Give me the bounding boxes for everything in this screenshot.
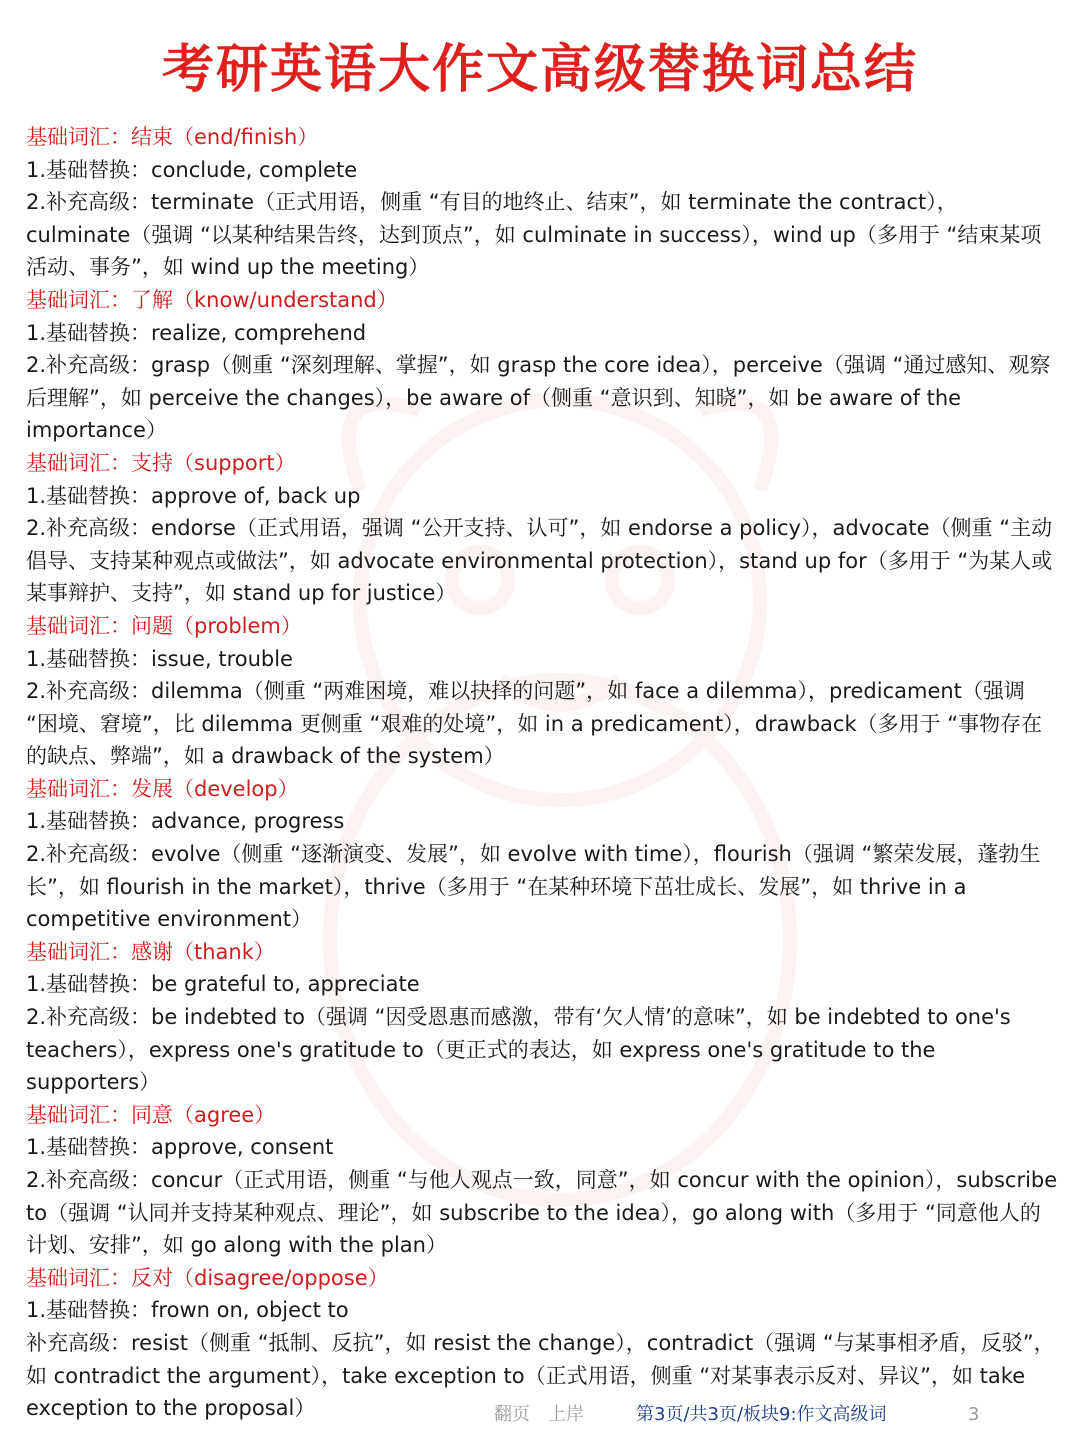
shore-label: 上岸 <box>548 1404 584 1425</box>
section-heading: 基础词汇：问题（problem） <box>26 613 302 638</box>
advanced-replacement: 2.补充高级：concur（正式用语，侧重 “与他人观点一致，同意”，如 concur with the opinion），subscribe to（强调 “认同并支持某种观点、理论”，如 subscribe to the idea），go along with（多用于 “同意他人的计划、安排”，如 go along with the plan） <box>26 1168 1058 1258</box>
basic-replacement: 1.基础替换：approve of, back up <box>26 483 361 508</box>
turn-page-link[interactable]: 翻页 <box>494 1404 530 1425</box>
advanced-replacement: 2.补充高级：grasp（侧重 “深刻理解、掌握”，如 grasp the core idea），perceive（强调 “通过感知、观察后理解”，如 perceive the changes），be aware of（侧重 “意识到、知晓”，如 be aware of the importance） <box>26 353 1051 443</box>
page-title: 考研英语大作文高级替换词总结 <box>161 40 918 100</box>
page-number: 3 <box>968 1404 980 1425</box>
advanced-replacement: 2.补充高级：dilemma（侧重 “两难困境，难以抉择的问题”，如 face a dilemma），predicament（强调 “困境、窘境”，比 dilemma 更侧重 “艰难的处境”，如 in a predicament），drawback（多用于 “事物存在的缺点、弊端”，如 a drawback of the system） <box>26 679 1043 769</box>
basic-replacement: 1.基础替换：conclude, complete <box>26 157 358 182</box>
vocab-section <box>26 121 1060 284</box>
section-heading: 基础词汇：发展（develop） <box>26 776 299 801</box>
advanced-replacement: 2.补充高级：endorse（正式用语，强调 “公开支持、认可”，如 endorse a policy），advocate（侧重 “主动倡导、支持某种观点或做法”，如 advocate environmental protection），stand up for（多用于 “为某人或某事辩护、支持”，如 stand up for justice） <box>26 516 1053 606</box>
basic-replacement: 1.基础替换：approve, consent <box>26 1135 334 1160</box>
basic-replacement: 1.基础替换：advance, progress <box>26 809 345 834</box>
basic-replacement: 1.基础替换：be grateful to, appreciate <box>26 972 420 997</box>
basic-replacement: 1.基础替换：realize, comprehend <box>26 320 367 345</box>
vocab-section <box>26 936 1060 1099</box>
vocab-section <box>26 773 1060 936</box>
section-heading: 基础词汇：了解（know/understand） <box>26 287 398 312</box>
basic-replacement: 1.基础替换：issue, trouble <box>26 646 293 671</box>
vocab-section <box>26 447 1060 610</box>
advanced-replacement: 2.补充高级：be indebted to（强调 “因受恩惠而感激，带有‘欠人情’的意味”，如 be indebted to one's teachers），express one's gratitude to（更正式的表达，如 express one's gratitude to the supporters） <box>26 1005 1011 1095</box>
section-heading: 基础词汇：反对（disagree/oppose） <box>26 1265 389 1290</box>
page-footer <box>0 1402 1080 1428</box>
basic-replacement: 1.基础替换：frown on, object to <box>26 1298 349 1323</box>
advanced-replacement: 补充高级：resist（侧重 “抵制、反抗”，如 resist the change），contradict（强调 “与某事相矛盾，反驳”，如 contradict the argument），take exception to（正式用语，侧重 “对某事表示反对、异议”，如 take exception to the proposal） <box>26 1330 1055 1421</box>
section-heading: 基础词汇：同意（agree） <box>26 1102 276 1127</box>
section-heading: 基础词汇：感谢（thank） <box>26 939 275 964</box>
vocab-section <box>26 1099 1060 1262</box>
advanced-replacement: 2.补充高级：terminate（正式用语，侧重 “有目的地终止、结束”，如 terminate the contract），culminate（强调 “以某种结果告终，达到顶点”，如 culminate in success），wind up（多用于 “结束某项活动、事务”，如 wind up the meeting） <box>26 190 1042 280</box>
vocab-list <box>26 121 1060 1425</box>
advanced-replacement: 2.补充高级：evolve（侧重 “逐渐演变、发展”，如 evolve with time），flourish（强调 “繁荣发展，蓬勃生长”，如 flourish in the market），thrive（多用于 “在某种环境下茁壮成长、发展”，如 thrive in a competitive environment） <box>26 842 1041 932</box>
page-info: 第3页/共3页/板块9:作文高级词 <box>636 1404 887 1425</box>
section-heading: 基础词汇：支持（support） <box>26 450 296 475</box>
vocab-section <box>26 1262 1060 1425</box>
vocab-section <box>26 284 1060 447</box>
vocab-section <box>26 610 1060 773</box>
section-heading: 基础词汇：结束（end/finish） <box>26 125 319 149</box>
